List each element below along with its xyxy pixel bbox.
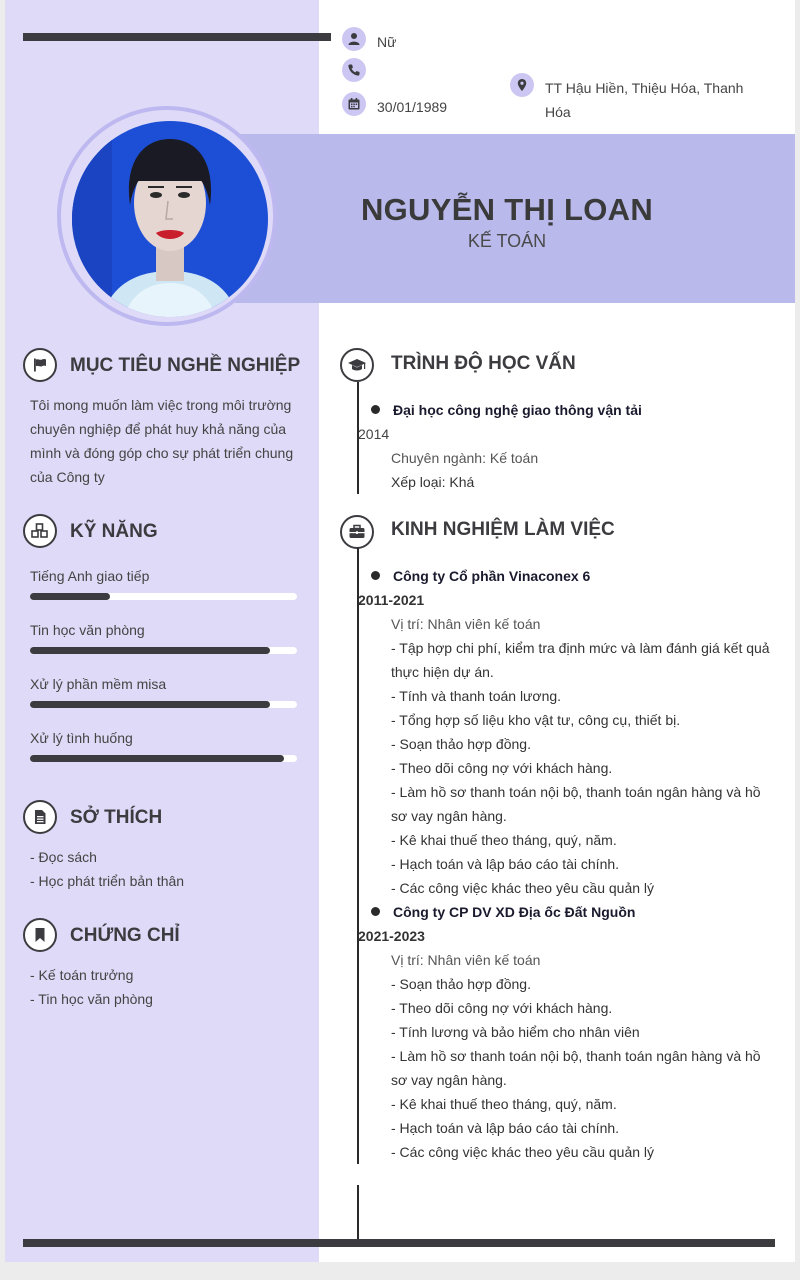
company-name: Công ty CP DV XD Địa ốc Đất Nguồn [393,904,636,920]
briefcase-icon [340,515,374,549]
job-duty: - Tập hợp chi phí, kiểm tra định mức và làm đánh giá kết quả thực hiện dự án. [391,640,770,680]
calendar-icon [342,92,366,116]
job-period: 2011-2021 [358,592,425,608]
user-icon [342,27,366,51]
certificate-item: - Tin học văn phòng [30,991,153,1007]
top-divider [23,33,331,41]
dob-text: 30/01/1989 [377,99,448,115]
objective-line: mình và đóng góp cho sự phát triển chung [30,445,294,461]
location-icon [510,73,534,97]
education-title: TRÌNH ĐỘ HỌC VẤN [391,353,576,374]
experience-timeline [357,548,359,1164]
job-duty: - Kê khai thuế theo tháng, quý, năm. [391,1096,617,1112]
experience-title: KINH NGHIỆM LÀM VIỆC [391,519,615,540]
objective-line: của Công ty [30,469,105,485]
bottom-divider [23,1239,775,1247]
job-duty: - Tổng hợp số liệu kho vật tư, công cụ, thiết bị. [391,712,681,728]
job-title: KẾ TOÁN [467,231,547,251]
hobby-item: - Học phát triển bản thân [30,873,185,889]
timeline-dot [371,571,380,580]
job-duty: - Tính và thanh toán lương. [391,688,562,704]
flag-icon [23,348,57,382]
skill-label: Tin học văn phòng [30,622,145,638]
skill-bar-fill [30,647,270,654]
document-icon [23,800,57,834]
skill-bar-fill [30,701,270,708]
job-position: Vị trí: Nhân viên kế toán [391,616,541,632]
hobbies-title: SỞ THÍCH [70,807,163,828]
timeline-dot [371,405,380,414]
job-duty: - Làm hồ sơ thanh toán nội bộ, thanh toán ngân hàng và hồ sơ vay ngân hàng. [391,1048,761,1088]
cv-page [5,0,795,1262]
job-duty: - Hạch toán và lập báo cáo tài chính. [391,1120,620,1136]
job-duty: - Các công việc khác theo yêu cầu quản lý [391,880,655,896]
job-duty: - Theo dõi công nợ với khách hàng. [391,760,613,776]
skill-label: Xử lý phần mềm misa [30,676,167,692]
graduation-cap-icon [340,348,374,382]
certificates-title: CHỨNG CHỈ [70,925,180,946]
education-grade: Xếp loại: Khá [391,474,475,490]
job-position: Vị trí: Nhân viên kế toán [391,952,541,968]
objective-line: chuyên nghiệp để phát huy khả năng của [30,421,287,437]
job-duty: - Tính lương và bảo hiểm cho nhân viên [391,1024,640,1040]
education-year: 2014 [358,426,390,442]
skill-bar [30,593,297,600]
job-period: 2021-2023 [358,928,425,944]
bookmark-icon [23,918,57,952]
gender-text: Nữ [377,34,397,50]
job-duty: - Làm hồ sơ thanh toán nội bộ, thanh toán ngân hàng và hồ sơ vay ngân hàng. [391,784,761,824]
objective-line: Tôi mong muốn làm việc trong môi trường [30,397,292,413]
phone-icon [342,58,366,82]
full-name: NGUYỄN THỊ LOAN [360,192,654,227]
skill-bar [30,647,297,654]
skill-bar [30,755,297,762]
hobby-item: - Đọc sách [30,849,97,865]
skill-bar [30,701,297,708]
company-name: Công ty Cổ phần Vinaconex 6 [393,568,591,584]
skill-label: Tiếng Anh giao tiếp [30,568,150,584]
job-duty: - Soạn thảo hợp đồng. [391,976,531,992]
job-duty: - Hạch toán và lập báo cáo tài chính. [391,856,620,872]
address-text: TT Hậu Hiền, Thiệu Hóa, Thanh Hóa [545,80,744,120]
skill-label: Xử lý tình huống [30,730,133,746]
skills-title: KỸ NĂNG [70,521,158,542]
job-duty: - Theo dõi công nợ với khách hàng. [391,1000,613,1016]
education-major: Chuyên ngành: Kế toán [391,450,539,466]
job-duty: - Soạn thảo hợp đồng. [391,736,531,752]
job-duty: - Các công việc khác theo yêu cầu quản lý [391,1144,655,1160]
skill-bar-fill [30,755,284,762]
footer-timeline [357,1185,359,1239]
school-name: Đại học công nghệ giao thông vận tải [393,402,642,418]
job-duty: - Kê khai thuế theo tháng, quý, năm. [391,832,617,848]
certificate-item: - Kế toán trưởng [30,967,134,983]
avatar [72,121,268,317]
cubes-icon [23,514,57,548]
timeline-dot [371,907,380,916]
skill-bar-fill [30,593,110,600]
objective-title: MỤC TIÊU NGHỀ NGHIỆP [70,355,301,376]
